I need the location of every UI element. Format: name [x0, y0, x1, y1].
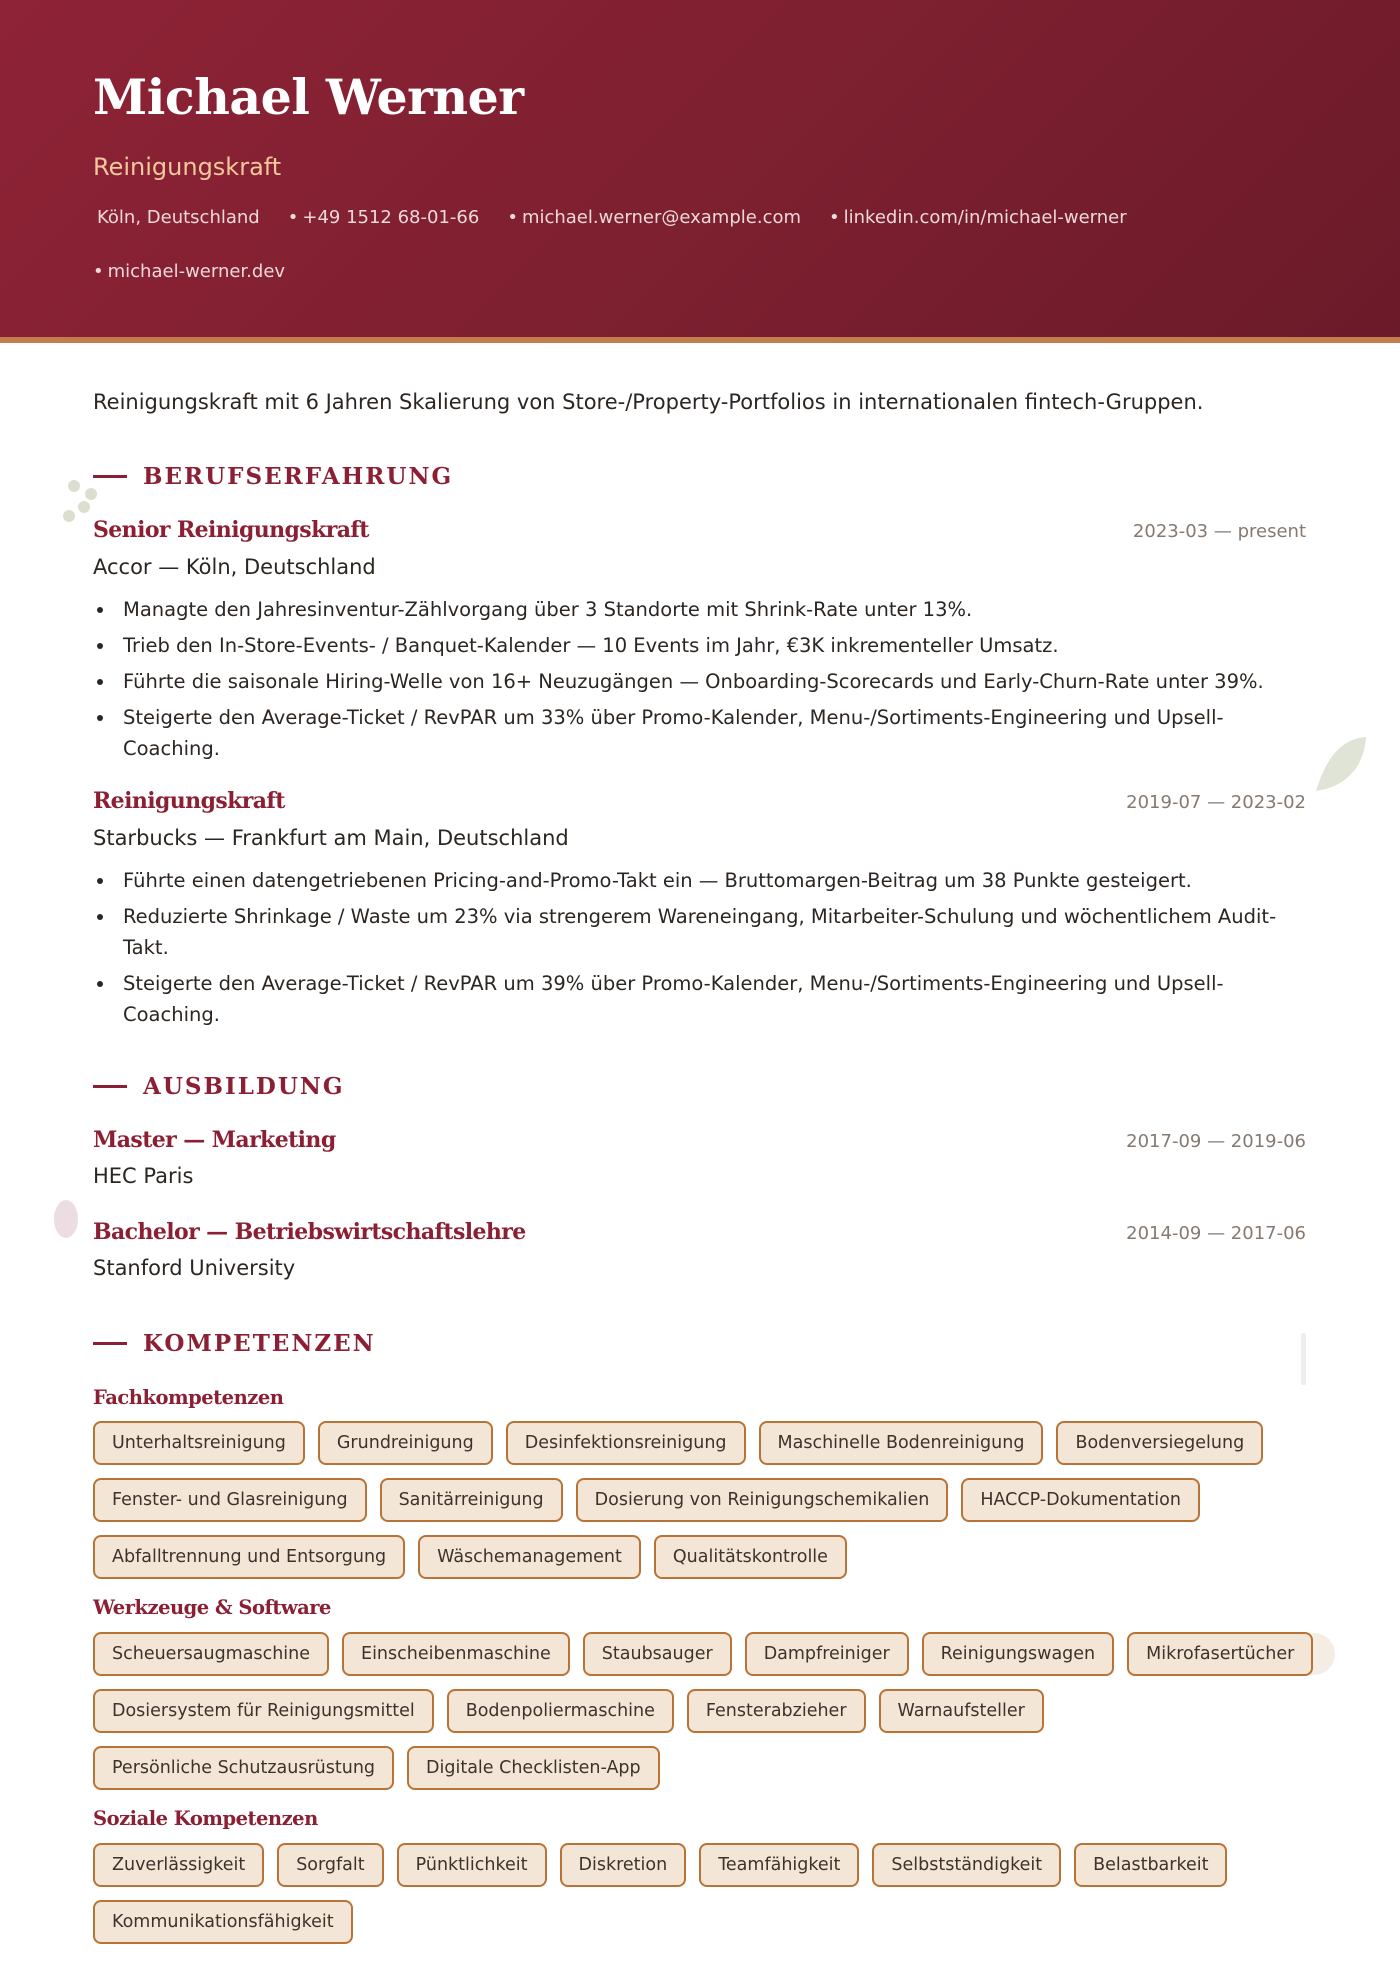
skill-chip: Dosierung von Reinigungschemikalien	[576, 1478, 949, 1522]
contact-website[interactable]: • michael-werner.dev	[93, 261, 286, 282]
skill-chip: Abfalltrennung und Entsorgung	[93, 1535, 405, 1579]
education-dates: 2017-09 — 2019-06	[1126, 1131, 1306, 1152]
oval-decoration	[52, 1198, 80, 1240]
skill-chip: Grundreinigung	[318, 1421, 493, 1465]
bullet-item: Führte die saisonale Hiring-Welle von 16+ Neuzugängen — Onboarding-Scorecards und Early-Churn-Rate unter 39%.	[93, 666, 1308, 697]
bullet-item: Steigerte den Average-Ticket / RevPAR um 39% über Promo-Kalender, Menu-/Sortiments-Engineering und Upsell-Coaching.	[93, 968, 1308, 1030]
skill-chip: Wäschemanagement	[418, 1535, 641, 1579]
skill-chip: Warnaufsteller	[879, 1689, 1044, 1733]
skill-chip: Zuverlässigkeit	[93, 1843, 264, 1887]
skill-chip-list	[93, 1632, 1323, 1790]
skill-chip: Staubsauger	[583, 1632, 732, 1676]
section-title-text: KOMPETENZEN	[143, 1330, 376, 1357]
education-degree: Master — Marketing	[93, 1127, 336, 1153]
skill-chip: Sanitärreinigung	[380, 1478, 563, 1522]
skill-chip: Sorgfalt	[277, 1843, 383, 1887]
contact-email[interactable]: • michael.werner@example.com	[507, 207, 802, 228]
job-dates: 2019-07 — 2023-02	[1126, 792, 1306, 813]
contact-linkedin[interactable]: • linkedin.com/in/michael-werner	[829, 207, 1127, 228]
skill-group-title: Werkzeuge & Software	[93, 1596, 331, 1619]
skill-chip: Bodenversiegelung	[1056, 1421, 1263, 1465]
candidate-name: Michael Werner	[93, 68, 524, 126]
skill-chip: Fensterabzieher	[687, 1689, 866, 1733]
skill-chip: Reinigungswagen	[922, 1632, 1114, 1676]
skill-chip: Kommunikationsfähigkeit	[93, 1900, 353, 1944]
skill-chip: Einscheibenmaschine	[342, 1632, 570, 1676]
section-title-skills	[93, 1330, 376, 1357]
skill-chip: Selbstständigkeit	[872, 1843, 1061, 1887]
leaf-decoration	[1314, 733, 1374, 795]
skill-chip: Diskretion	[560, 1843, 687, 1887]
header-banner	[0, 0, 1400, 337]
job-bullets	[93, 865, 1308, 1035]
job-company: Accor — Köln, Deutschland	[93, 555, 376, 579]
skill-chip: HACCP-Dokumentation	[961, 1478, 1200, 1522]
job-company: Starbucks — Frankfurt am Main, Deutschland	[93, 826, 569, 850]
skill-chip: Qualitätskontrolle	[654, 1535, 847, 1579]
section-title-experience	[93, 463, 453, 490]
skill-chip: Mikrofasertücher	[1127, 1632, 1313, 1676]
skill-chip: Desinfektionsreinigung	[506, 1421, 746, 1465]
contact-list	[93, 206, 1323, 284]
skill-group-title: Fachkompetenzen	[93, 1386, 284, 1409]
job-title: Senior Reinigungskraft	[93, 517, 369, 543]
skill-chip: Fenster- und Glasreinigung	[93, 1478, 367, 1522]
section-title-text: BERUFSERFAHRUNG	[143, 463, 454, 490]
job-dates: 2023-03 — present	[1132, 521, 1306, 542]
bullet-item: Trieb den In-Store-Events- / Banquet-Kalender — 10 Events im Jahr, €3K inkrementeller Umsatz.	[93, 630, 1308, 661]
skill-chip: Bodenpoliermaschine	[447, 1689, 674, 1733]
section-bar	[93, 475, 127, 478]
section-title-education	[93, 1073, 345, 1100]
profile-summary: Reinigungskraft mit 6 Jahren Skalierung von Store-/Property-Portfolios in internationalen fintech-Gruppen.	[93, 390, 1204, 414]
skill-chip-list	[93, 1843, 1323, 1944]
education-degree: Bachelor — Betriebswirtschaftslehre	[93, 1219, 526, 1245]
job-title: Reinigungskraft	[93, 788, 285, 814]
vertical-line-decoration	[1301, 1333, 1306, 1385]
education-school: Stanford University	[93, 1256, 296, 1280]
skill-chip: Unterhaltsreinigung	[93, 1421, 305, 1465]
header-divider	[0, 337, 1400, 343]
skill-group-title: Soziale Kompetenzen	[93, 1807, 318, 1830]
skill-chip: Belastbarkeit	[1074, 1843, 1227, 1887]
section-bar	[93, 1342, 127, 1345]
section-bar	[93, 1085, 127, 1088]
skill-chip: Scheuersaugmaschine	[93, 1632, 329, 1676]
bullet-item: Reduzierte Shrinkage / Waste um 23% via strengerem Wareneingang, Mitarbeiter-Schulung und wöchentlichem Audit-Takt.	[93, 901, 1308, 963]
education-dates: 2014-09 — 2017-06	[1126, 1223, 1306, 1244]
skill-chip: Dampfreiniger	[745, 1632, 909, 1676]
contact-location: Köln, Deutschland	[97, 207, 260, 228]
skill-chip: Pünktlichkeit	[397, 1843, 547, 1887]
skill-chip: Dosiersystem für Reinigungsmittel	[93, 1689, 434, 1733]
skill-chip: Persönliche Schutzausrüstung	[93, 1746, 394, 1790]
education-school: HEC Paris	[93, 1164, 194, 1188]
contact-phone[interactable]: • +49 1512 68-01-66	[287, 207, 480, 228]
skill-chip: Maschinelle Bodenreinigung	[759, 1421, 1044, 1465]
skill-chip: Teamfähigkeit	[699, 1843, 859, 1887]
section-title-text: AUSBILDUNG	[143, 1073, 345, 1100]
skill-chip-list	[93, 1421, 1323, 1579]
job-bullets	[93, 594, 1308, 769]
bullet-item: Steigerte den Average-Ticket / RevPAR um 33% über Promo-Kalender, Menu-/Sortiments-Engineering und Upsell-Coaching.	[93, 702, 1308, 764]
job-role: Reinigungskraft	[93, 153, 282, 181]
skill-chip: Digitale Checklisten-App	[407, 1746, 660, 1790]
bullet-item: Führte einen datengetriebenen Pricing-and-Promo-Takt ein — Bruttomargen-Beitrag um 38 Punkte gesteigert.	[93, 865, 1308, 896]
bullet-item: Managte den Jahresinventur-Zählvorgang über 3 Standorte mit Shrink-Rate unter 13%.	[93, 594, 1308, 625]
